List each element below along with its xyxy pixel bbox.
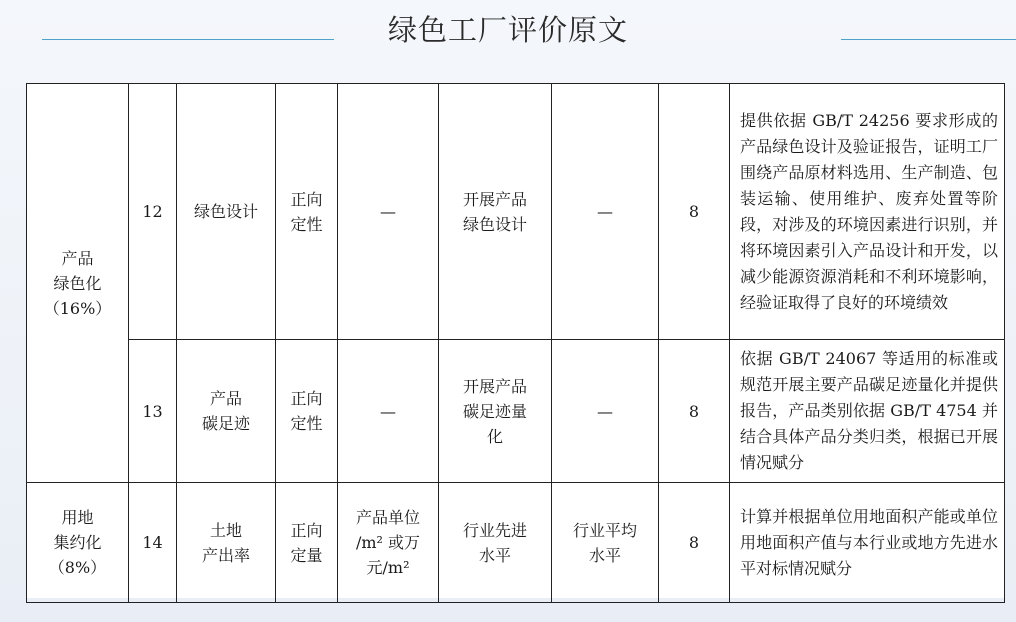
requirement-text: 依据 GB/T 24067 等适用的标准或规范开展主要产品碳足迹量化并提供报告，产品类别依据 GB/T 4754 并结合具体产品分类归类，根据已开展情况赋分 bbox=[730, 340, 1005, 483]
title-bar bbox=[0, 0, 1016, 70]
evaluation-table bbox=[26, 83, 1005, 603]
benchmark-value: 开展产品 绿色设计 bbox=[439, 84, 552, 340]
requirement-text: 计算并根据单位用地面积产能或单位用地面积产值与本行业或地方先进水平对标情况赋分 bbox=[730, 483, 1005, 603]
indicator-name: 绿色设计 bbox=[177, 84, 276, 340]
indicator-unit: — bbox=[338, 340, 439, 483]
category-cell: 用地 集约化 （8%） bbox=[27, 483, 129, 603]
indicator-number: 14 bbox=[129, 483, 177, 603]
table-row bbox=[27, 483, 1005, 603]
baseline-value: — bbox=[552, 340, 659, 483]
indicator-number: 12 bbox=[129, 84, 177, 340]
indicator-unit: — bbox=[338, 84, 439, 340]
table-row bbox=[27, 340, 1005, 483]
indicator-number: 13 bbox=[129, 340, 177, 483]
document-sheet bbox=[26, 83, 1004, 598]
indicator-type: 正向 定量 bbox=[276, 483, 338, 603]
page-title: 绿色工厂评价原文 bbox=[387, 13, 628, 47]
indicator-unit: 产品单位 /m² 或万 元/m² bbox=[338, 483, 439, 603]
score-value: 8 bbox=[659, 340, 730, 483]
benchmark-value: 开展产品 碳足迹量 化 bbox=[439, 340, 552, 483]
category-cell: 产品 绿色化 （16%） bbox=[27, 84, 129, 483]
score-value: 8 bbox=[659, 483, 730, 603]
indicator-type: 正向 定性 bbox=[276, 84, 338, 340]
indicator-type: 正向 定性 bbox=[276, 340, 338, 483]
baseline-value: 行业平均 水平 bbox=[552, 483, 659, 603]
baseline-value: — bbox=[552, 84, 659, 340]
indicator-name: 产品 碳足迹 bbox=[177, 340, 276, 483]
title-divider-right bbox=[841, 39, 1016, 40]
requirement-text: 提供依据 GB/T 24256 要求形成的产品绿色设计及验证报告，证明工厂围绕产品原材料选用、生产制造、包装运输、使用维护、废弃处置等阶段，对涉及的环境因素进行识别，并将环境因素引入产品设计和开发，以减少能源资源消耗和不利环境影响，经验证取得了良好的环境绩效 bbox=[730, 84, 1005, 340]
indicator-name: 土地 产出率 bbox=[177, 483, 276, 603]
benchmark-value: 行业先进 水平 bbox=[439, 483, 552, 603]
score-value: 8 bbox=[659, 84, 730, 340]
table-row bbox=[27, 84, 1005, 340]
